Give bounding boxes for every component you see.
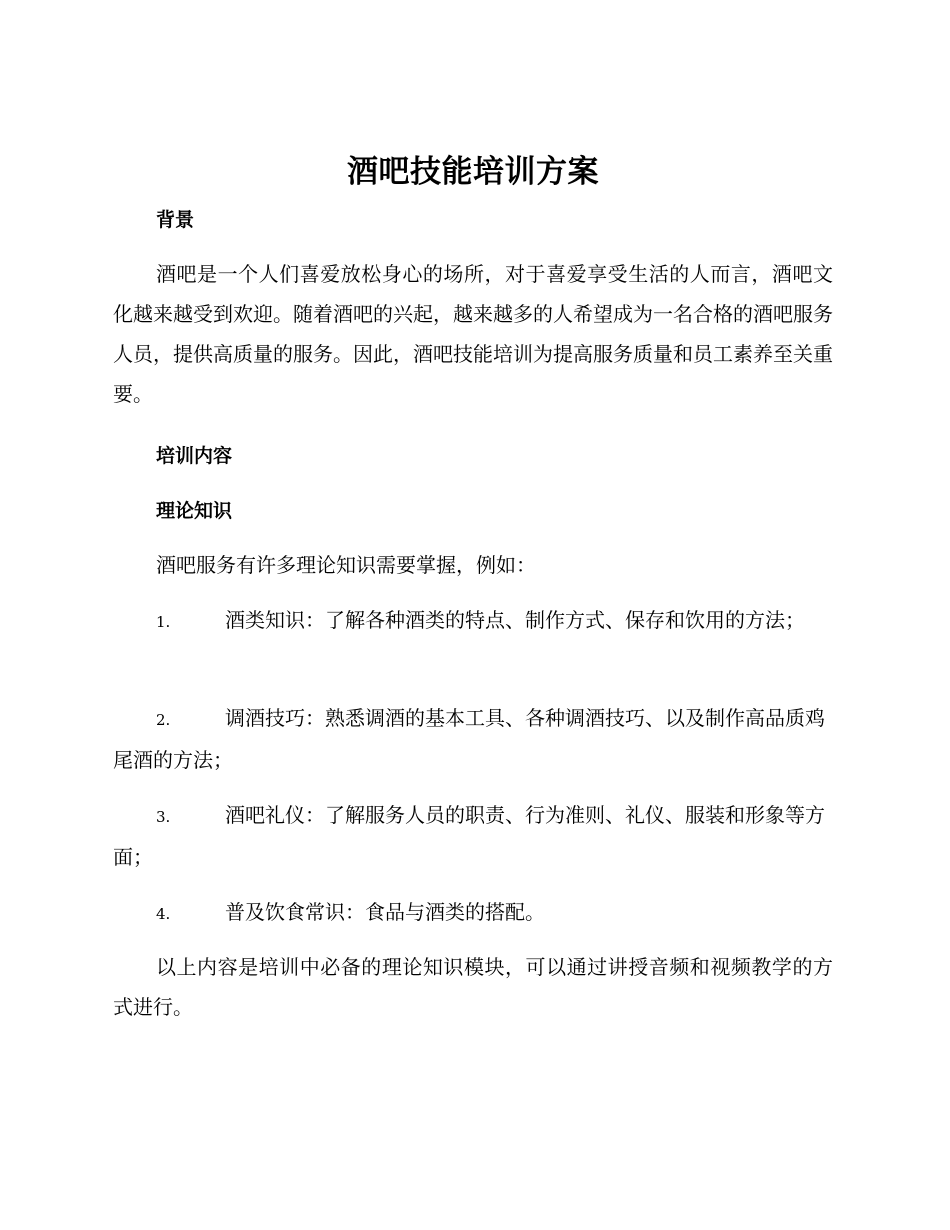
list-item-number: 4. (156, 905, 171, 923)
section-heading-background: 背景 (156, 209, 195, 231)
list-item-text: 普及饮食常识：食品与酒类的搭配。 (225, 900, 545, 924)
theory-intro-paragraph: 酒吧服务有许多理论知识需要掌握，例如： (156, 553, 536, 577)
section-heading-theory: 理论知识 (156, 500, 233, 522)
list-item (113, 892, 833, 934)
list-item (113, 698, 833, 780)
list-item (113, 600, 833, 642)
list-item-number: 2. (156, 711, 171, 729)
list-item-text: 酒吧礼仪：了解服务人员的职责、行为准则、礼仪、服装和形象等方面； (113, 803, 825, 869)
theory-summary-paragraph: 以上内容是培训中必备的理论知识模块，可以通过讲授音频和视频教学的方式进行。 (113, 955, 833, 1019)
list-item-number: 1. (156, 613, 171, 631)
background-paragraph: 酒吧是一个人们喜爱放松身心的场所，对于喜爱享受生活的人而言，酒吧文化越来越受到欢迎。随着酒吧的兴起，越来越多的人希望成为一名合格的酒吧服务人员，提供高质量的服务。因此，酒吧技能培训为提高服务质量和员工素养至关重要。 (113, 262, 833, 406)
list-item-number: 3. (156, 808, 171, 826)
document-title: 酒吧技能培训方案 (347, 154, 599, 190)
list-item-text: 酒类知识：了解各种酒类的特点、制作方式、保存和饮用的方法； (225, 608, 805, 632)
document-page (113, 0, 833, 1230)
section-heading-training-content: 培训内容 (156, 445, 233, 467)
list-item (113, 795, 833, 877)
list-item-text: 调酒技巧：熟悉调酒的基本工具、各种调酒技巧、以及制作高品质鸡尾酒的方法； (113, 706, 825, 772)
